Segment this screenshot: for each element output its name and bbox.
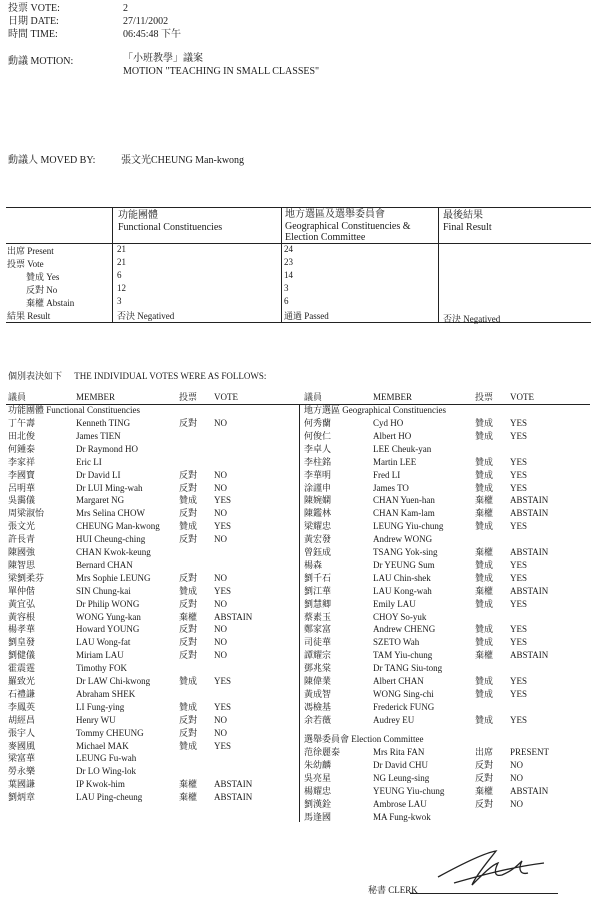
left-header-vote-en: VOTE <box>214 392 238 402</box>
member-name-en: Andrew WONG <box>373 534 433 545</box>
right-header-member-en: MEMBER <box>373 392 413 402</box>
vote-en: YES <box>510 624 528 635</box>
vote-en: NO <box>214 482 227 493</box>
member-name-en: Dr David CHU <box>373 759 428 770</box>
member-name-zh: 陳偉業 <box>304 676 332 686</box>
summary-fc-value: 3 <box>117 295 122 306</box>
member-name-zh: 黃宏發 <box>304 534 332 545</box>
member-name-zh: 許長青 <box>8 534 36 545</box>
member-name-en: HUI Cheung-ching <box>76 534 146 545</box>
member-name-zh: 曾鈺成 <box>304 547 332 557</box>
member-name-zh: 楊耀忠 <box>304 785 332 796</box>
vote-zh: 反對 <box>179 714 198 725</box>
member-name-en: Audrey EU <box>373 714 415 725</box>
member-name-en: Mrs Sophie LEUNG <box>76 572 151 583</box>
member-name-en: MA Fung-kwok <box>373 811 431 822</box>
vote-zh: 棄權 <box>475 585 494 596</box>
vote-zh: 反對 <box>179 598 198 609</box>
right-header-vote-en: VOTE <box>510 392 534 402</box>
vote-zh: 贊成 <box>475 624 494 635</box>
member-name-zh: 黃成智 <box>304 688 332 699</box>
member-name-en: Dr David LI <box>76 469 121 480</box>
vote-zh: 贊成 <box>475 521 494 532</box>
section-election-committee: 選舉委員會 Election Committee <box>304 734 424 744</box>
vote-en: NO <box>214 572 227 583</box>
member-name-en: Ambrose LAU <box>373 798 427 809</box>
member-name-zh: 陳婉嫻 <box>304 495 332 506</box>
vote-en: YES <box>214 521 232 532</box>
member-name-en: Dr LO Wing-lok <box>76 766 136 777</box>
member-name-zh: 譚耀宗 <box>304 650 332 661</box>
motion-label: 動議 MOTION: <box>8 56 74 67</box>
member-name-en: LAU Ping-cheung <box>76 792 143 803</box>
right-header-member-zh: 議員 <box>304 392 323 402</box>
vote-en: YES <box>510 482 528 493</box>
member-name-zh: 劉漢銓 <box>304 798 332 809</box>
member-name-en: Dr LAW Chi-kwong <box>76 676 151 686</box>
vote-zh: 贊成 <box>475 637 494 648</box>
member-name-en: Mrs Rita FAN <box>373 747 425 757</box>
member-name-zh: 余若薇 <box>304 714 332 725</box>
motion-title-en: MOTION "TEACHING IN SMALL CLASSES" <box>123 66 320 77</box>
vote-zh: 反對 <box>475 772 494 783</box>
vote-en: PRESENT <box>510 747 550 757</box>
vote-zh: 贊成 <box>475 598 494 609</box>
vote-zh: 贊成 <box>179 521 198 532</box>
member-name-zh: 胡經昌 <box>8 714 36 725</box>
motion-title-zh: 「小班教學」議案 <box>123 53 203 64</box>
member-name-en: LAU Wong-fat <box>76 637 131 648</box>
moved-by-label: 動議人 MOVED BY: <box>8 155 96 166</box>
member-name-zh: 葉國謙 <box>8 779 36 790</box>
member-name-zh: 黃宜弘 <box>8 598 36 609</box>
member-name-en: Andrew CHENG <box>373 624 436 635</box>
member-name-zh: 馬逢國 <box>304 811 332 822</box>
vote-en: NO <box>510 759 523 770</box>
member-name-zh: 梁劉柔芬 <box>8 572 45 583</box>
member-name-zh: 范徐麗泰 <box>304 747 341 757</box>
member-name-zh: 黃容根 <box>8 611 36 622</box>
summary-row <box>6 270 591 283</box>
vote-zh: 棄權 <box>179 611 198 622</box>
member-name-zh: 石禮謙 <box>8 688 36 699</box>
member-name-en: TAM Yiu-chung <box>373 650 433 661</box>
vote-zh: 棄權 <box>475 547 494 557</box>
column-divider <box>299 404 300 822</box>
member-name-en: LEE Cheuk-yan <box>373 443 432 454</box>
section-geographical: 地方選區 Geographical Constituencies <box>304 405 446 415</box>
vote-zh: 反對 <box>179 650 198 661</box>
vote-en: YES <box>510 637 528 648</box>
member-name-en: Albert HO <box>373 430 412 441</box>
member-name-zh: 羅致光 <box>8 676 36 686</box>
summary-table <box>6 207 591 323</box>
vote-zh: 反對 <box>179 508 198 519</box>
member-name-zh: 何秀蘭 <box>304 418 332 428</box>
vote-zh: 贊成 <box>475 559 494 570</box>
summary-row <box>6 283 591 296</box>
summary-fc-value: 21 <box>117 244 126 254</box>
time-value: 06:45:48 下午 <box>123 29 182 40</box>
summary-gc-value: 14 <box>284 269 293 280</box>
vote-zh: 贊成 <box>475 430 494 441</box>
summary-gc-value: 3 <box>284 282 289 293</box>
vote-zh: 贊成 <box>475 676 494 686</box>
date-label: 日期 DATE: <box>8 16 59 27</box>
member-name-en: Dr YEUNG Sum <box>373 559 435 570</box>
member-name-zh: 何鍾泰 <box>8 443 36 454</box>
vote-en: YES <box>214 585 232 596</box>
member-name-zh: 田北俊 <box>8 430 36 441</box>
vote-en: ABSTAIN <box>214 779 253 790</box>
vote-zh: 反對 <box>179 418 198 428</box>
member-name-zh: 鄭家富 <box>304 624 332 635</box>
vote-en: YES <box>510 572 528 583</box>
vote-en: YES <box>510 430 528 441</box>
member-name-zh: 李華明 <box>304 469 332 480</box>
member-name-zh: 李柱銘 <box>304 456 332 467</box>
summary-gc-value: 6 <box>284 295 289 306</box>
vote-zh: 棄權 <box>475 508 494 519</box>
vote-en: YES <box>510 456 528 467</box>
member-name-zh: 劉慧卿 <box>304 598 332 609</box>
member-name-en: TSANG Yok-sing <box>373 547 438 557</box>
member-name-en: Dr LUI Ming-wah <box>76 482 143 493</box>
member-name-zh: 陳國強 <box>8 547 36 557</box>
member-name-en: Miriam LAU <box>76 650 124 661</box>
left-header-member-en: MEMBER <box>76 392 116 402</box>
member-name-zh: 蔡素玉 <box>304 611 332 622</box>
left-header-vote-zh: 投票 <box>179 392 198 402</box>
vote-zh: 反對 <box>475 759 494 770</box>
vote-zh: 棄權 <box>475 650 494 661</box>
member-name-en: Cyd HO <box>373 418 404 428</box>
member-name-en: Albert CHAN <box>373 676 424 686</box>
summary-row <box>6 296 591 309</box>
member-name-en: Dr TANG Siu-tong <box>373 663 443 674</box>
member-name-zh: 李鳳英 <box>8 701 36 712</box>
member-name-en: LI Fung-ying <box>76 701 125 712</box>
member-name-en: Frederick FUNG <box>373 701 435 712</box>
member-name-en: Abraham SHEK <box>76 688 136 699</box>
vote-en: ABSTAIN <box>510 547 549 557</box>
vote-en: ABSTAIN <box>214 792 253 803</box>
member-name-zh: 呂明華 <box>8 482 36 493</box>
member-name-zh: 劉千石 <box>304 572 332 583</box>
member-name-zh: 張宇人 <box>8 727 36 738</box>
vote-zh: 贊成 <box>179 676 198 686</box>
vote-en: YES <box>510 598 528 609</box>
vote-en: YES <box>510 469 528 480</box>
vote-label: 投票 VOTE: <box>8 3 60 14</box>
summary-fc-value: 否決 Negatived <box>117 310 175 321</box>
member-name-en: Margaret NG <box>76 495 125 506</box>
vote-zh: 贊成 <box>475 456 494 467</box>
vote-zh: 贊成 <box>475 418 494 428</box>
summary-row-label: 結果 Result <box>7 310 51 321</box>
member-name-zh: 馮檢基 <box>304 701 332 712</box>
individual-votes-title: 個別表決如下 THE INDIVIDUAL VOTES WERE AS FOLLOWS: <box>8 371 267 381</box>
member-name-en: Tommy CHEUNG <box>76 727 144 738</box>
vote-en: YES <box>214 495 232 506</box>
summary-fc-value: 21 <box>117 256 126 267</box>
left-header-member-zh: 議員 <box>8 392 27 402</box>
member-name-en: CHAN Kwok-keung <box>76 547 151 557</box>
member-name-en: Martin LEE <box>373 456 417 467</box>
vote-zh: 贊成 <box>179 585 198 596</box>
vote-zh: 贊成 <box>179 495 198 506</box>
member-name-en: WONG Sing-chi <box>373 688 434 699</box>
member-name-zh: 楊孝華 <box>8 624 36 635</box>
member-name-zh: 朱幼麟 <box>304 759 332 770</box>
vote-en: NO <box>214 598 227 609</box>
vote-zh: 反對 <box>179 469 198 480</box>
member-name-en: CHOY So-yuk <box>373 611 427 622</box>
vote-zh: 贊成 <box>475 688 494 699</box>
vote-en: YES <box>510 418 528 428</box>
member-name-zh: 梁富華 <box>8 753 36 764</box>
vote-zh: 反對 <box>179 572 198 583</box>
vote-en: NO <box>214 624 227 635</box>
summary-gc-value: 24 <box>284 244 293 254</box>
col-header-gc: 地方選區及選舉委員會 Geographical Constituencies & Election Committee <box>285 209 411 243</box>
member-name-zh: 單仲偕 <box>8 585 36 596</box>
summary-fc-value: 12 <box>117 282 126 293</box>
member-name-en: CHEUNG Man-kwong <box>76 521 160 532</box>
col-header-fc: 功能團體 Functional Constituencies <box>118 210 223 233</box>
vote-zh: 反對 <box>179 727 198 738</box>
vote-en: YES <box>510 714 528 725</box>
member-name-en: Howard YOUNG <box>76 624 140 635</box>
member-name-zh: 涂謹申 <box>304 482 332 493</box>
vote-en: NO <box>510 798 523 809</box>
member-name-en: Eric LI <box>76 456 102 467</box>
moved-by-value: 張文光CHEUNG Man-kwong <box>121 155 245 166</box>
vote-en: YES <box>214 701 232 712</box>
vote-en: NO <box>214 534 227 545</box>
member-name-en: Mrs Selina CHOW <box>76 508 145 519</box>
vote-zh: 反對 <box>179 624 198 635</box>
member-name-en: NG Leung-sing <box>373 772 430 783</box>
summary-row <box>6 257 591 270</box>
member-name-zh: 陳鑑林 <box>304 508 332 519</box>
vote-en: NO <box>214 714 227 725</box>
clerk-signature-line <box>410 893 558 894</box>
member-name-en: Dr Philip WONG <box>76 598 140 609</box>
summary-row <box>6 244 591 257</box>
date-value: 27/11/2002 <box>123 16 169 27</box>
vote-en: NO <box>214 508 227 519</box>
col-header-final: 最後結果 Final Result <box>443 210 492 233</box>
member-name-en: James TO <box>373 482 409 493</box>
member-name-zh: 李國寶 <box>8 469 36 480</box>
vote-en: YES <box>214 676 232 686</box>
summary-row-label: 反對 No <box>26 284 58 295</box>
vote-zh: 棄權 <box>475 495 494 506</box>
member-name-en: Henry WU <box>76 714 116 725</box>
member-name-zh: 麥國風 <box>8 740 36 751</box>
vote-zh: 贊成 <box>475 572 494 583</box>
vote-en: ABSTAIN <box>510 785 549 796</box>
vote-en: YES <box>214 740 232 751</box>
vote-en: ABSTAIN <box>510 495 549 506</box>
member-name-en: LEUNG Fu-wah <box>76 753 137 764</box>
vote-en: ABSTAIN <box>214 611 253 622</box>
member-name-en: LAU Kong-wah <box>373 585 432 596</box>
vote-zh: 出席 <box>475 747 494 757</box>
member-name-en: Kenneth TING <box>76 418 131 428</box>
vote-en: YES <box>510 559 528 570</box>
summary-row <box>6 309 591 322</box>
summary-gc-value: 通過 Passed <box>284 310 329 321</box>
member-name-en: CHAN Kam-lam <box>373 508 435 519</box>
vote-en: ABSTAIN <box>510 650 549 661</box>
summary-gc-value: 23 <box>284 256 293 267</box>
member-name-zh: 吳亮星 <box>304 772 332 783</box>
summary-row-label: 投票 Vote <box>7 258 44 269</box>
member-name-en: Emily LAU <box>373 598 416 609</box>
member-name-en: CHAN Yuen-han <box>373 495 435 506</box>
vote-zh: 贊成 <box>179 701 198 712</box>
clerk-signature <box>432 845 552 891</box>
summary-row-label: 棄權 Abstain <box>26 297 75 308</box>
vote-en: NO <box>214 650 227 661</box>
vote-zh: 贊成 <box>475 482 494 493</box>
member-name-zh: 楊森 <box>304 559 323 570</box>
vote-number: 2 <box>123 3 128 14</box>
vote-zh: 贊成 <box>475 714 494 725</box>
member-name-en: IP Kwok-him <box>76 779 125 790</box>
vote-zh: 贊成 <box>179 740 198 751</box>
member-name-zh: 劉炳章 <box>8 792 36 803</box>
vote-zh: 反對 <box>475 798 494 809</box>
vote-en: YES <box>510 676 528 686</box>
member-name-zh: 司徒華 <box>304 637 332 648</box>
member-name-en: SZETO Wah <box>373 637 420 648</box>
member-name-zh: 丁午壽 <box>8 418 36 428</box>
vote-zh: 棄權 <box>179 792 198 803</box>
vote-zh: 棄權 <box>475 785 494 796</box>
member-name-zh: 周梁淑怡 <box>8 508 45 519</box>
member-name-en: Timothy FOK <box>76 663 127 674</box>
summary-fc-value: 6 <box>117 269 122 280</box>
member-name-en: SIN Chung-kai <box>76 585 131 596</box>
vote-en: NO <box>214 727 227 738</box>
vote-zh: 反對 <box>179 637 198 648</box>
member-name-zh: 梁耀忠 <box>304 521 332 532</box>
clerk-label: 秘書 CLERK <box>368 885 418 895</box>
vote-zh: 反對 <box>179 482 198 493</box>
member-name-zh: 霍震霆 <box>8 663 36 674</box>
member-name-en: Bernard CHAN <box>76 559 133 570</box>
member-name-zh: 李卓人 <box>304 443 332 454</box>
member-name-en: LEUNG Yiu-chung <box>373 521 444 532</box>
vote-en: ABSTAIN <box>510 508 549 519</box>
member-name-zh: 李家祥 <box>8 456 36 467</box>
member-name-en: Dr Raymond HO <box>76 443 138 454</box>
member-name-en: LAU Chin-shek <box>373 572 431 583</box>
vote-en: NO <box>510 772 523 783</box>
member-name-en: Michael MAK <box>76 740 129 751</box>
member-name-zh: 鄧兆棠 <box>304 663 332 674</box>
vote-en: YES <box>510 688 528 699</box>
vote-en: ABSTAIN <box>510 585 549 596</box>
member-name-en: YEUNG Yiu-chung <box>373 785 445 796</box>
vote-zh: 棄權 <box>179 779 198 790</box>
member-name-zh: 張文光 <box>8 521 36 532</box>
member-name-zh: 勞永樂 <box>8 766 36 777</box>
member-name-en: Fred LI <box>373 469 401 480</box>
time-label: 時間 TIME: <box>8 29 58 40</box>
summary-row-label: 贊成 Yes <box>26 271 60 282</box>
summary-row-label: 出席 Present <box>7 246 54 256</box>
vote-zh: 反對 <box>179 534 198 545</box>
vote-en: NO <box>214 637 227 648</box>
vote-en: NO <box>214 418 227 428</box>
right-header-vote-zh: 投票 <box>475 392 494 402</box>
member-name-zh: 吳靄儀 <box>8 495 36 506</box>
vote-en: NO <box>214 469 227 480</box>
member-name-zh: 劉江華 <box>304 585 332 596</box>
member-name-en: James TIEN <box>76 430 121 441</box>
summary-final-value: 否決 Negatived <box>443 313 501 324</box>
member-name-zh: 劉皇發 <box>8 637 36 648</box>
vote-zh: 贊成 <box>475 469 494 480</box>
vote-en: YES <box>510 521 528 532</box>
member-name-zh: 劉健儀 <box>8 650 36 661</box>
section-functional: 功能團體 Functional Constituencies <box>8 405 140 415</box>
member-name-en: WONG Yung-kan <box>76 611 141 622</box>
member-name-zh: 陳智思 <box>8 559 36 570</box>
member-name-zh: 何俊仁 <box>304 430 332 441</box>
